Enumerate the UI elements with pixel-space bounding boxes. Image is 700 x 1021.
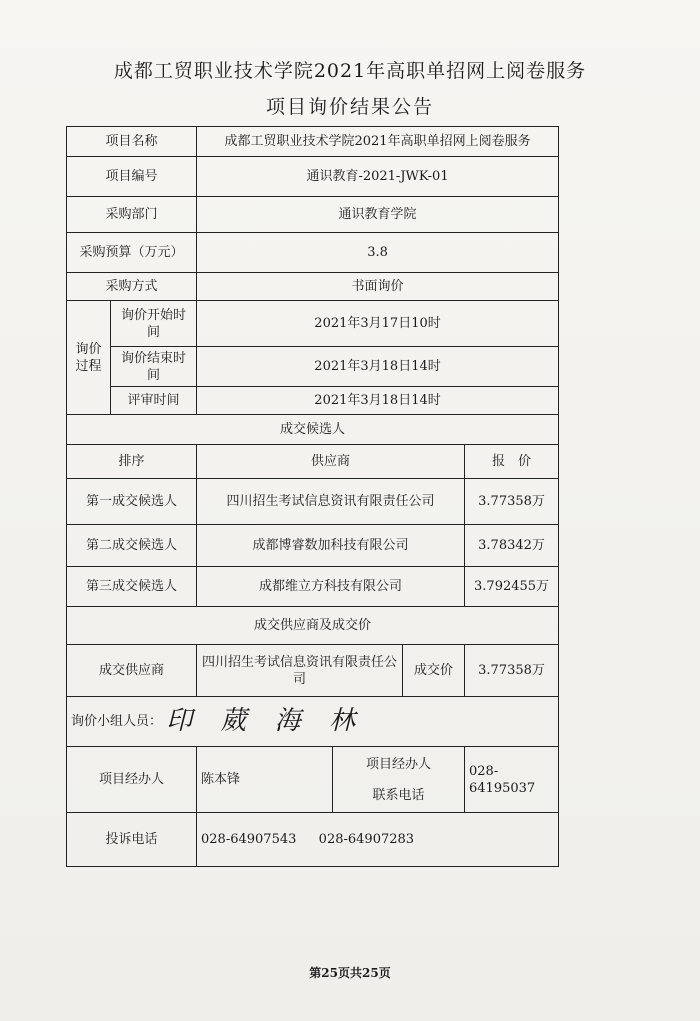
budget-value: 3.8 — [197, 233, 559, 273]
process-end-value: 2021年3月18日14时 — [197, 347, 559, 387]
row-complaint — [67, 813, 559, 867]
project-code-value: 通识教育-2021-JWK-01 — [197, 157, 559, 197]
col-supplier-header: 供应商 — [197, 445, 465, 479]
row-candidates-header — [67, 445, 559, 479]
table-row — [67, 479, 559, 525]
row-candidates-title — [67, 415, 559, 445]
table-row — [67, 567, 559, 607]
row-dept — [67, 197, 559, 233]
col-rank-header: 排序 — [67, 445, 197, 479]
budget-label: 采购预算（万元） — [67, 233, 197, 273]
candidate-rank: 第三成交候选人 — [67, 567, 197, 607]
row-process-start — [67, 301, 559, 347]
document-title-line2: 项目询价结果公告 — [265, 96, 434, 118]
process-review-label: 评审时间 — [111, 387, 197, 415]
row-method — [67, 273, 559, 301]
team-signatures: 印 葳 海 林 — [166, 706, 365, 736]
handler-phone-label-1: 项目经办人 — [366, 756, 432, 772]
result-table — [66, 126, 559, 867]
process-start-label: 询价开始时间 — [111, 301, 197, 347]
award-price-value: 3.77358万 — [465, 645, 559, 697]
candidate-rank: 第二成交候选人 — [67, 525, 197, 567]
col-price-header: 报 价 — [465, 445, 559, 479]
team-cell — [67, 697, 559, 747]
method-value: 书面询价 — [197, 273, 559, 301]
process-start-value: 2021年3月17日10时 — [197, 301, 559, 347]
project-name-value: 成都工贸职业技术学院2021年高职单招网上阅卷服务 — [197, 127, 559, 157]
complaint-phone-2: 028-64907283 — [318, 832, 415, 847]
candidate-price: 3.78342万 — [465, 525, 559, 567]
process-review-value: 2021年3月18日14时 — [197, 387, 559, 415]
complaint-label: 投诉电话 — [67, 813, 197, 867]
project-code-label: 项目编号 — [67, 157, 197, 197]
project-name-label: 项目名称 — [67, 127, 197, 157]
row-process-end — [67, 347, 559, 387]
candidate-supplier: 成都维立方科技有限公司 — [197, 567, 465, 607]
candidates-section-title: 成交候选人 — [67, 415, 559, 445]
award-section-title: 成交供应商及成交价 — [67, 607, 559, 645]
row-budget — [67, 233, 559, 273]
candidate-supplier: 成都博睿数加科技有限公司 — [197, 525, 465, 567]
process-label: 询价过程 — [67, 301, 111, 415]
handler-value: 陈本锋 — [197, 747, 333, 813]
row-contact — [67, 747, 559, 813]
candidate-price: 3.792455万 — [465, 567, 559, 607]
handler-phone-label — [333, 747, 465, 813]
dept-value: 通识教育学院 — [197, 197, 559, 233]
document-title-line1: 成都工贸职业技术学院2021年高职单招网上阅卷服务 — [113, 60, 587, 82]
table-row — [67, 525, 559, 567]
candidate-supplier: 四川招生考试信息资讯有限责任公司 — [197, 479, 465, 525]
row-team — [67, 697, 559, 747]
award-supplier-label: 成交供应商 — [67, 645, 197, 697]
method-label: 采购方式 — [67, 273, 197, 301]
handler-label: 项目经办人 — [67, 747, 197, 813]
handler-phone-value: 028-64195037 — [465, 747, 559, 813]
team-label: 询价小组人员： — [71, 714, 163, 729]
row-award-title — [67, 607, 559, 645]
handler-phone-label-2: 联系电话 — [372, 787, 425, 803]
row-project-code — [67, 157, 559, 197]
row-process-review — [67, 387, 559, 415]
candidate-rank: 第一成交候选人 — [67, 479, 197, 525]
award-supplier-value: 四川招生考试信息资讯有限责任公司 — [197, 645, 403, 697]
complaint-phone-1: 028-64907543 — [201, 832, 297, 847]
dept-label: 采购部门 — [67, 197, 197, 233]
process-end-label: 询价结束时间 — [111, 347, 197, 387]
row-award — [67, 645, 559, 697]
award-price-label: 成交价 — [403, 645, 465, 697]
page-number: 第25页共25页 — [309, 966, 391, 980]
candidate-price: 3.77358万 — [465, 479, 559, 525]
complaint-phones — [197, 813, 559, 867]
row-project-name — [67, 127, 559, 157]
